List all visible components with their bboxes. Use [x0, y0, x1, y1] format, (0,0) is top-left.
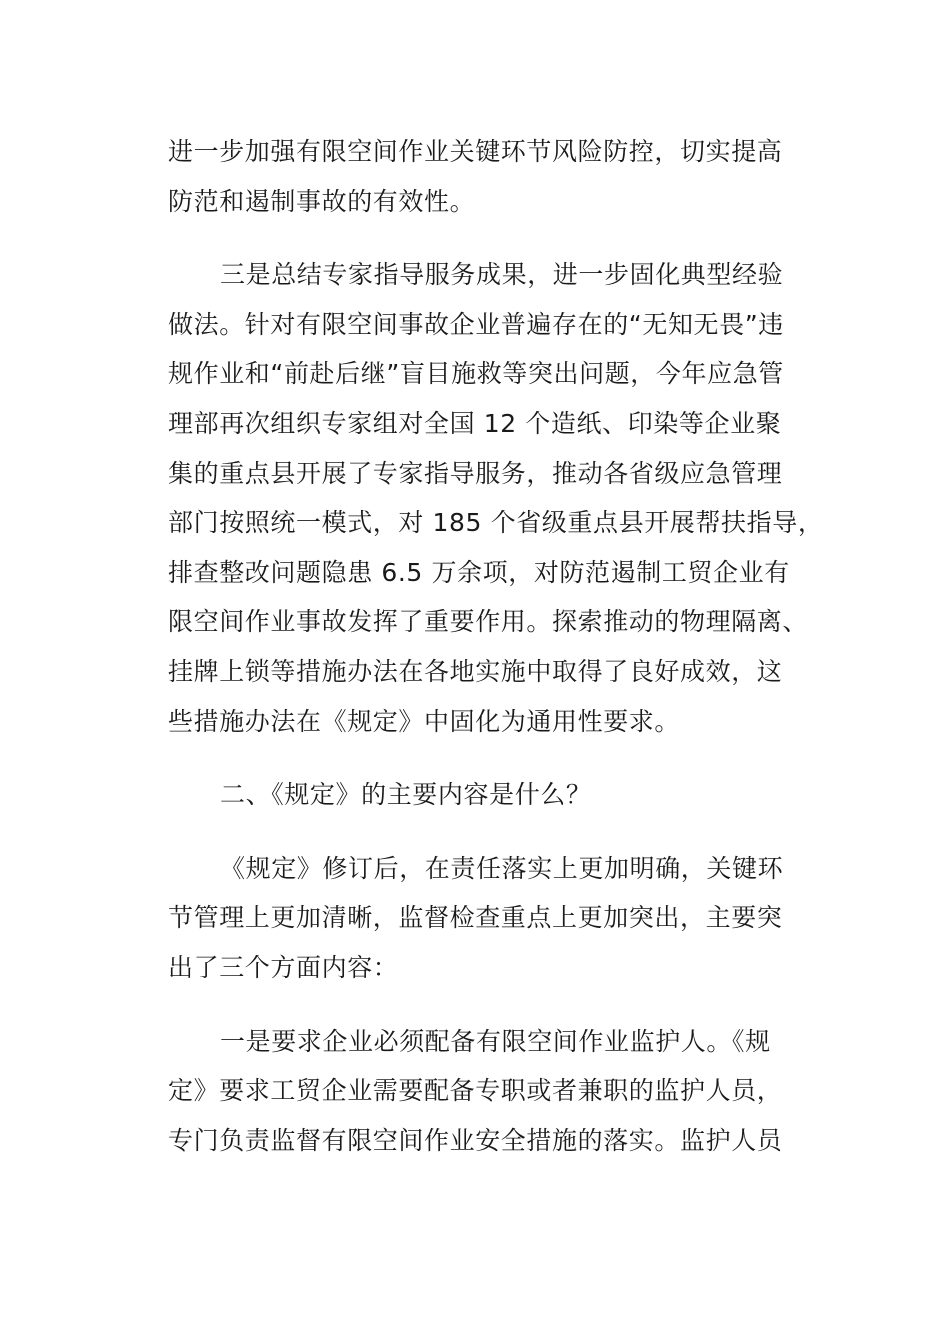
paragraph-expert-guidance — [168, 250, 824, 746]
text-line: 集的重点县开展了专家指导服务，推动各省级应急管理 — [168, 458, 783, 488]
paragraph-risk-control — [168, 127, 790, 226]
text-line: 进一步加强有限空间作业关键环节风险防控，切实提高 — [168, 137, 783, 166]
text-line: 专门负责监督有限空间作业安全措施的落实。监护人员 — [168, 1125, 783, 1155]
text-line: 《规定》修订后，在责任落实上更加明确，关键环 — [220, 853, 784, 883]
paragraph-supervisor-requirement — [168, 1017, 790, 1166]
text-line: 些措施办法在《规定》中固化为通用性要求。 — [168, 706, 681, 736]
text-line: 三是总结专家指导服务成果，进一步固化典型经验 — [220, 260, 784, 290]
paragraph-main-content — [168, 844, 790, 993]
text-line: 定》要求工贸企业需要配备专职或者兼职的监护人员， — [168, 1076, 783, 1106]
text-line: 出了三个方面内容： — [168, 952, 399, 982]
section-heading — [168, 770, 790, 820]
text-line: 规作业和“前赴后继”盲目施救等突出问题，今年应急管 — [168, 359, 784, 389]
text-line: 挂牌上锁等措施办法在各地实施中取得了良好成效，这 — [168, 656, 783, 686]
heading-text: 二、《规定》的主要内容是什么？ — [220, 780, 592, 810]
text-line: 限空间作业事故发挥了重要作用。探索推动的物理隔离、 — [168, 607, 809, 637]
text-line: 部门按照统一模式，对 185 个省级重点县开展帮扶指导， — [168, 508, 824, 538]
text-line: 防范和遏制事故的有效性。 — [168, 186, 476, 216]
document-body — [168, 127, 824, 1189]
text-line: 做法。针对有限空间事故企业普遍存在的“无知无畏”违 — [168, 309, 784, 339]
text-line: 一是要求企业必须配备有限空间作业监护人。《规 — [220, 1026, 771, 1056]
text-line: 理部再次组织专家组对全国 12 个造纸、印染等企业聚 — [168, 408, 782, 438]
text-line: 节管理上更加清晰，监督检查重点上更加突出，主要突 — [168, 903, 783, 933]
text-line: 排查整改问题隐患 6.5 万余项，对防范遏制工贸企业有 — [168, 557, 790, 587]
